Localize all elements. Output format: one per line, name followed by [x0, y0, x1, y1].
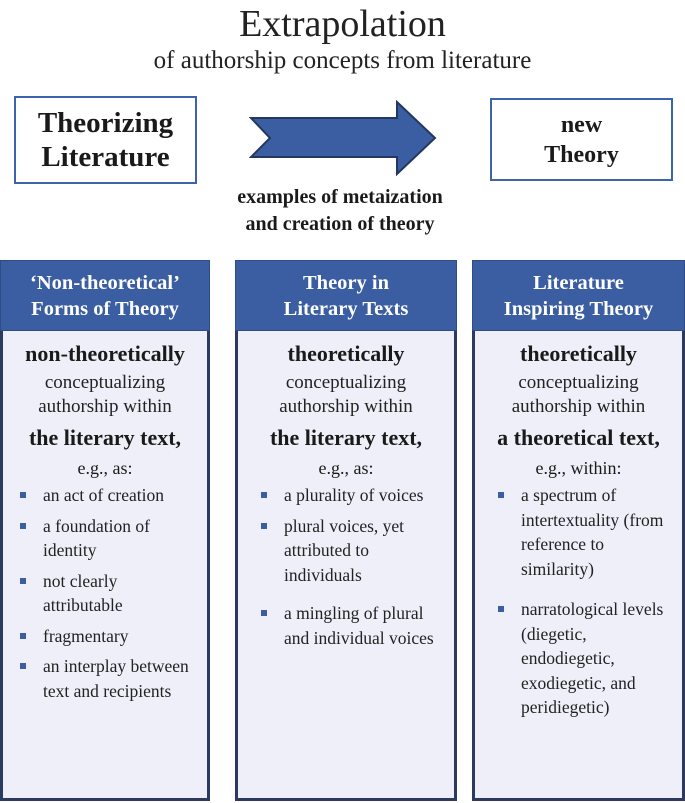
list-item [493, 597, 678, 720]
list-item-text: an act of creation [43, 485, 164, 505]
square-bullet-icon [498, 492, 504, 498]
new-theory-box [490, 98, 673, 181]
column-header-line2: Forms of Theory [31, 298, 179, 320]
column-header [0, 260, 210, 331]
list-item [15, 654, 201, 703]
column-text-1: conceptualizing [44, 372, 166, 393]
list-item [15, 569, 201, 618]
list-item-text: a mingling of plural and individual voices [284, 603, 434, 648]
square-bullet-icon [261, 610, 267, 616]
target-box-line1: new [560, 111, 603, 138]
caption-line1: examples of metaization [237, 186, 443, 208]
column-body [235, 331, 457, 801]
list-item [15, 483, 201, 508]
column-context: the literary text, [269, 425, 423, 450]
example-list [238, 483, 454, 650]
list-item-text: fragmentary [43, 625, 129, 646]
column-theory-in-literary-texts [235, 260, 457, 801]
arrow-caption [160, 184, 520, 238]
column-context: a theoretical text, [497, 425, 660, 450]
source-box-line2: Literature [41, 141, 170, 173]
list-item-text: a spectrum of intertextuality (from reference to similarity) [521, 485, 664, 579]
column-header-line1: Theory in [303, 272, 389, 294]
list-item [15, 624, 201, 649]
column-lead: non-theoretically [25, 341, 185, 366]
column-header-line1: Literature [533, 272, 624, 294]
square-bullet-icon [20, 578, 26, 584]
column-text-1: conceptualizing [285, 372, 407, 393]
column-eg: e.g., as: [318, 458, 374, 478]
column-header-line1: ‘Non-theoretical’ [30, 272, 180, 294]
example-list [475, 483, 682, 720]
example-list [3, 483, 207, 703]
column-eg: e.g., as: [77, 458, 133, 478]
column-literature-inspiring-theory [472, 260, 685, 801]
column-lead: theoretically [287, 341, 405, 366]
list-item-text: narratological levels (diegetic, endodiegetic, exodiegetic, and peridiegetic) [521, 599, 664, 717]
list-item [15, 514, 201, 563]
square-bullet-icon [20, 633, 26, 639]
column-text-2: authorship within [279, 396, 413, 417]
right-arrow-icon [249, 100, 439, 176]
column-text-1: conceptualizing [518, 372, 639, 393]
list-item-text: a plurality of voices [284, 485, 424, 505]
column-header [472, 260, 685, 331]
list-item-text: not clearly attributable [43, 570, 123, 615]
list-item [256, 601, 436, 650]
square-bullet-icon [20, 523, 26, 529]
list-item-text: a foundation of identity [43, 515, 150, 560]
column-body [0, 331, 210, 801]
caption-line2: and creation of theory [245, 213, 435, 235]
column-text-2: authorship within [511, 396, 646, 417]
list-item-text: an interplay between text and recipients [43, 656, 189, 701]
column-text-2: authorship within [38, 396, 172, 417]
square-bullet-icon [20, 663, 26, 669]
column-context: the literary text, [28, 425, 182, 450]
column-header-line2: Inspiring Theory [503, 298, 654, 320]
target-box-line2: Theory [544, 141, 619, 168]
list-item [493, 483, 678, 581]
list-item [256, 483, 436, 508]
list-item [256, 514, 436, 588]
source-box-line1: Theorizing [37, 107, 174, 139]
theorizing-literature-box [14, 96, 197, 184]
list-item-text: plural voices, yet attributed to individuals [284, 515, 405, 585]
diagram-subtitle: of authorship concepts from literature [153, 47, 532, 74]
column-body [472, 331, 685, 801]
diagram-title: Extrapolation [239, 3, 446, 45]
column-lead: theoretically [520, 341, 637, 366]
column-non-theoretical-forms [0, 260, 210, 801]
square-bullet-icon [498, 606, 504, 612]
column-header-line2: Literary Texts [283, 298, 409, 320]
square-bullet-icon [261, 492, 267, 498]
column-eg: e.g., within: [535, 458, 622, 478]
column-header [235, 260, 457, 331]
square-bullet-icon [261, 523, 267, 529]
square-bullet-icon [20, 492, 26, 498]
